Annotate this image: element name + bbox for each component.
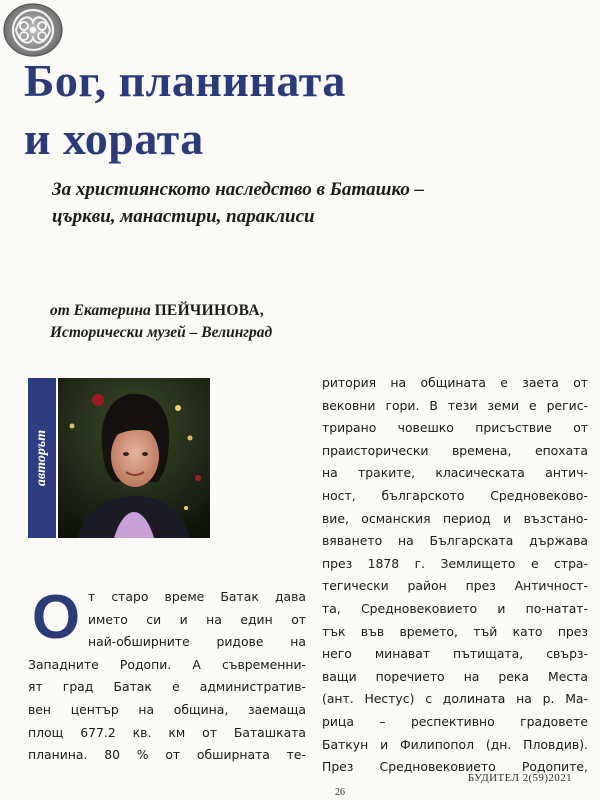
body-line: (ант. Нестус) с долината на р. Ма- <box>322 691 588 707</box>
body-line: вековни гори. В тези земи е регис- <box>322 397 588 413</box>
author-byline <box>50 300 450 344</box>
body-line: През Средновековието Родопите, <box>322 759 588 775</box>
body-line: ващи поречието на река Места <box>322 668 588 684</box>
body-line: рица – респективно градовете <box>322 713 588 729</box>
article-title <box>24 52 584 168</box>
body-line: най-обширните ридове на <box>88 634 306 650</box>
drop-cap-text: О <box>31 588 81 644</box>
body-line: през 1878 г. Землището е стра- <box>322 555 588 571</box>
journal-footer: БУДИТЕЛ 2(59)2021 <box>467 772 572 784</box>
author-line <box>50 300 450 322</box>
body-line: т старо време Батак дава <box>88 589 306 604</box>
article-title-line-1: Бог, планината <box>24 55 346 106</box>
body-line: него минават пътищата, свърз- <box>322 646 588 662</box>
author-tab <box>28 378 56 538</box>
article-body-left-column <box>28 586 306 767</box>
article-body-right-column <box>322 372 588 779</box>
body-line: тък във времето, тъй като през <box>322 623 588 639</box>
body-line: на траките, класическата антич- <box>322 465 588 481</box>
body-line: ят град Батак е административ- <box>28 679 306 695</box>
body-line: вен център на община, заемаща <box>28 701 306 717</box>
body-line: тегически район през Античност- <box>322 578 588 594</box>
body-line: Баткун и Филипопол (дн. Пловдив). <box>322 736 588 752</box>
body-line: праисторически времена, епохата <box>322 442 588 458</box>
article-subtitle <box>52 176 582 230</box>
author-tab-label: авторът <box>34 429 50 487</box>
body-line: площ 677.2 кв. км от Баташката <box>28 724 306 740</box>
body-line: планина. 80 % от обширната те- <box>28 747 306 763</box>
body-line: името си и на един от <box>88 611 306 627</box>
author-affiliation: Исторически музей – Велинград <box>50 324 273 341</box>
article-title-line-2: и хората <box>24 113 204 164</box>
author-surname: ПЕЙЧИНОВА, <box>154 302 265 319</box>
body-line: та, Средновековието и по-натат- <box>322 600 588 616</box>
body-line: ритория на общината е заета от <box>322 375 588 390</box>
article-subtitle-line-2: църкви, манастири, параклиси <box>52 206 315 227</box>
body-line: трирано човешко присъствие от <box>322 420 588 436</box>
body-line: Западните Родопи. А съвременни- <box>28 656 306 672</box>
body-line: ност, българското Средновеково- <box>322 487 588 503</box>
body-line: вяването на Българската държава <box>322 533 588 549</box>
author-prefix: от Екатерина <box>50 302 155 319</box>
page-number: 26 <box>335 787 345 798</box>
author-portrait-image <box>58 378 210 538</box>
article-subtitle-line-1: За християнското наследство в Баташко – <box>52 179 425 200</box>
author-photo-box <box>28 378 210 538</box>
body-line: вие, османския период и възстано- <box>322 510 588 526</box>
ornament-logo-icon <box>2 2 64 58</box>
